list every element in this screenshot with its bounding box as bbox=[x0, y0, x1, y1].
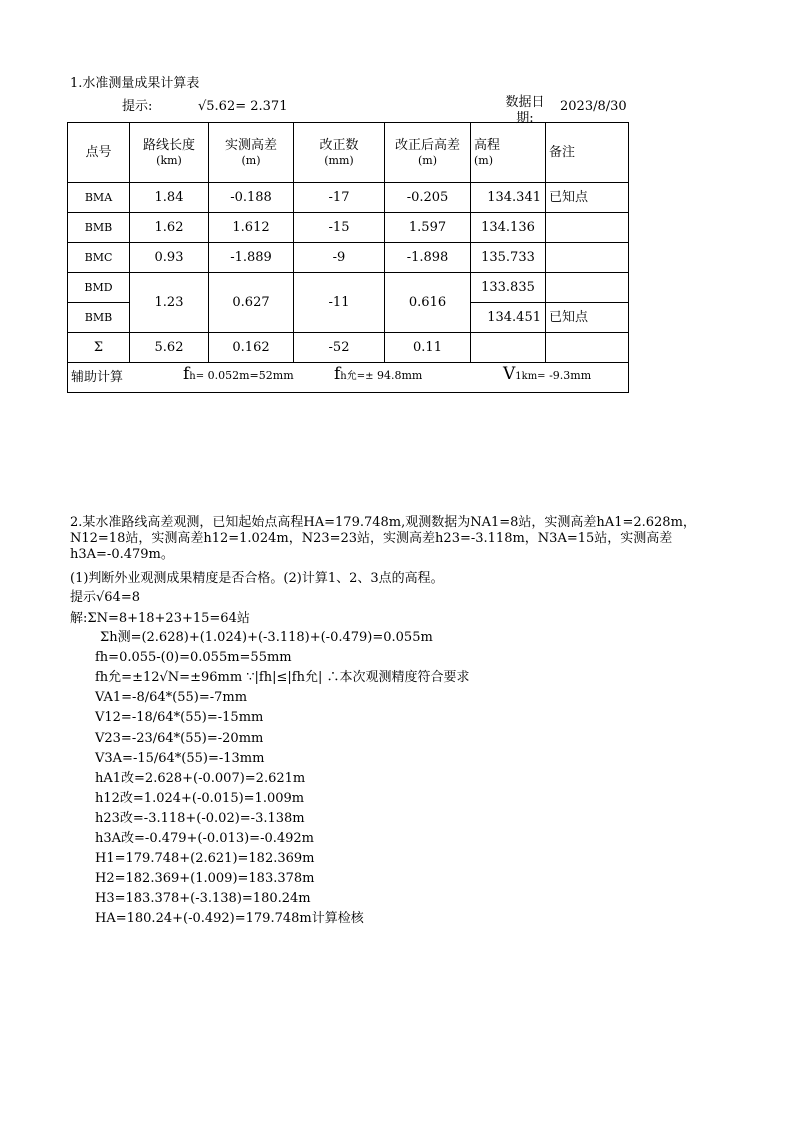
point-note bbox=[546, 243, 629, 273]
solution-line: V23=-23/64*(55)=-20mm bbox=[95, 730, 264, 746]
header-elev-unit: (m) bbox=[474, 153, 494, 167]
header-point: 点号 bbox=[68, 123, 130, 183]
sum-note bbox=[546, 333, 629, 363]
header-dh-unit: (m) bbox=[241, 153, 261, 167]
hint-label: 提示: bbox=[122, 99, 153, 114]
header-elev bbox=[471, 123, 546, 183]
aux-fh-allow-sub: h允=± bbox=[340, 371, 374, 382]
aux-label: 辅助计算 bbox=[71, 370, 124, 385]
aux-fh-symbol: f bbox=[183, 364, 190, 384]
aux-v1km bbox=[503, 364, 592, 384]
header-cdh bbox=[385, 123, 471, 183]
leveling-table bbox=[67, 122, 629, 393]
aux-v1km-sub: 1km= bbox=[515, 371, 546, 382]
segment-dh: 0.627 bbox=[209, 273, 294, 333]
point-name: BMB bbox=[68, 303, 130, 333]
header-dh bbox=[209, 123, 294, 183]
segment-corr: -17 bbox=[294, 183, 385, 213]
hint-sqrt64: 提示√64=8 bbox=[70, 590, 140, 605]
solution-line: H1=179.748+(2.621)=182.369m bbox=[95, 851, 315, 867]
header-corr bbox=[294, 123, 385, 183]
point-name: BMC bbox=[68, 243, 130, 273]
segment-dh: -1.889 bbox=[209, 243, 294, 273]
segment-corr: -9 bbox=[294, 243, 385, 273]
point-elev: 134.451 bbox=[471, 303, 546, 333]
header-elev-label: 高程 bbox=[474, 137, 501, 153]
aux-fh-sub: h= bbox=[189, 371, 205, 382]
aux-fh bbox=[183, 364, 294, 384]
header-corr-unit: (mm) bbox=[324, 153, 354, 167]
aux-fh-allow-symbol: f bbox=[334, 364, 341, 384]
header-cdh-label: 改正后高差 bbox=[394, 137, 460, 153]
aux-fh-value: 0.052m=52mm bbox=[204, 369, 294, 382]
date-label: 数据日期: bbox=[505, 95, 545, 126]
header-note: 备注 bbox=[546, 123, 629, 183]
point-elev: 134.341 bbox=[471, 183, 546, 213]
solution-line: Σh测=(2.628)+(1.024)+(-3.118)+(-0.479)=0.055m bbox=[100, 630, 433, 645]
solution-line: hA1改=2.628+(-0.007)=2.621m bbox=[95, 770, 306, 786]
solution-line: h12改=1.024+(-0.015)=1.009m bbox=[95, 790, 305, 806]
point-name: BMB bbox=[68, 213, 130, 243]
segment-cdh: 1.597 bbox=[385, 213, 471, 243]
section1-title: 1.水准测量成果计算表 bbox=[70, 76, 200, 91]
aux-row bbox=[68, 363, 629, 393]
segment-cdh: -1.898 bbox=[385, 243, 471, 273]
segment-dh: 1.612 bbox=[209, 213, 294, 243]
segment-cdh: 0.616 bbox=[385, 273, 471, 333]
sum-cdh: 0.11 bbox=[385, 333, 471, 363]
point-name: BMD bbox=[68, 273, 130, 303]
segment-corr: -15 bbox=[294, 213, 385, 243]
point-elev: 133.835 bbox=[471, 273, 546, 303]
aux-fh-allow-value: 94.8mm bbox=[373, 369, 423, 382]
solution-line: h23改=-3.118+(-0.02)=-3.138m bbox=[95, 810, 305, 826]
solution-line: V12=-18/64*(55)=-15mm bbox=[95, 710, 264, 726]
segment-length: 1.23 bbox=[130, 273, 209, 333]
aux-v1km-symbol: V bbox=[503, 364, 516, 384]
date-value: 2023/8/30 bbox=[560, 99, 627, 114]
table-header-row bbox=[68, 123, 629, 183]
sum-dh: 0.162 bbox=[209, 333, 294, 363]
segment-cdh: -0.205 bbox=[385, 183, 471, 213]
problem-text: 2.某水准路线高差观测，已知起始点高程HA=179.748m,观测数据为NA1=8站，实测高差hA1=2.628m，N12=18站，实测高差h12=1.024m，N23=23站，实测高差h23=-3.118m，N3A=15站，实测高差h3A=-0.479m。 bbox=[70, 515, 696, 562]
header-length-unit: (km) bbox=[156, 153, 182, 167]
sum-elev bbox=[471, 333, 546, 363]
solution-line: VA1=-8/64*(55)=-7mm bbox=[95, 690, 248, 706]
segment-dh: -0.188 bbox=[209, 183, 294, 213]
header-length bbox=[130, 123, 209, 183]
aux-cell bbox=[68, 363, 629, 393]
sum-corr: -52 bbox=[294, 333, 385, 363]
solution-line: V3A=-15/64*(55)=-13mm bbox=[95, 750, 265, 766]
solution-line: H2=182.369+(1.009)=183.378m bbox=[95, 871, 315, 887]
header-cdh-unit: (m) bbox=[417, 153, 437, 167]
header-corr-label: 改正数 bbox=[319, 137, 359, 153]
point-note bbox=[546, 213, 629, 243]
sum-length: 5.62 bbox=[130, 333, 209, 363]
aux-v1km-value: -9.3mm bbox=[545, 369, 592, 382]
solution-line: fh=0.055-(0)=0.055m=55mm bbox=[95, 650, 292, 666]
question-text: (1)判断外业观测成果精度是否合格。(2)计算1、2、3点的高程。 bbox=[70, 571, 444, 586]
point-name: BMA bbox=[68, 183, 130, 213]
header-dh-label: 实测高差 bbox=[224, 137, 277, 153]
point-elev: 135.733 bbox=[471, 243, 546, 273]
solution-line: fh允=±12√N=±96mm ∵|fh|≤|fh允| ∴本次观测精度符合要求 bbox=[95, 670, 470, 686]
hint-value: √5.62= 2.371 bbox=[198, 99, 288, 114]
segment-length: 0.93 bbox=[130, 243, 209, 273]
point-elev: 134.136 bbox=[471, 213, 546, 243]
point-note bbox=[546, 273, 629, 303]
solution-line: H3=183.378+(-3.138)=180.24m bbox=[95, 891, 311, 907]
sum-row bbox=[68, 333, 629, 363]
solution-line: h3A改=-0.479+(-0.013)=-0.492m bbox=[95, 831, 315, 846]
point-note: 已知点 bbox=[546, 183, 629, 213]
solution-line-first: 解:ΣN=8+18+23+15=64站 bbox=[70, 611, 250, 626]
table-row bbox=[68, 183, 629, 213]
segment-length: 1.84 bbox=[130, 183, 209, 213]
aux-fh-allow bbox=[334, 364, 423, 384]
point-note: 已知点 bbox=[546, 303, 629, 333]
solution-line: HA=180.24+(-0.492)=179.748m计算检核 bbox=[95, 911, 364, 927]
segment-length: 1.62 bbox=[130, 213, 209, 243]
header-length-label: 路线长度 bbox=[142, 137, 195, 153]
sum-label: Σ bbox=[68, 333, 130, 363]
segment-corr: -11 bbox=[294, 273, 385, 333]
